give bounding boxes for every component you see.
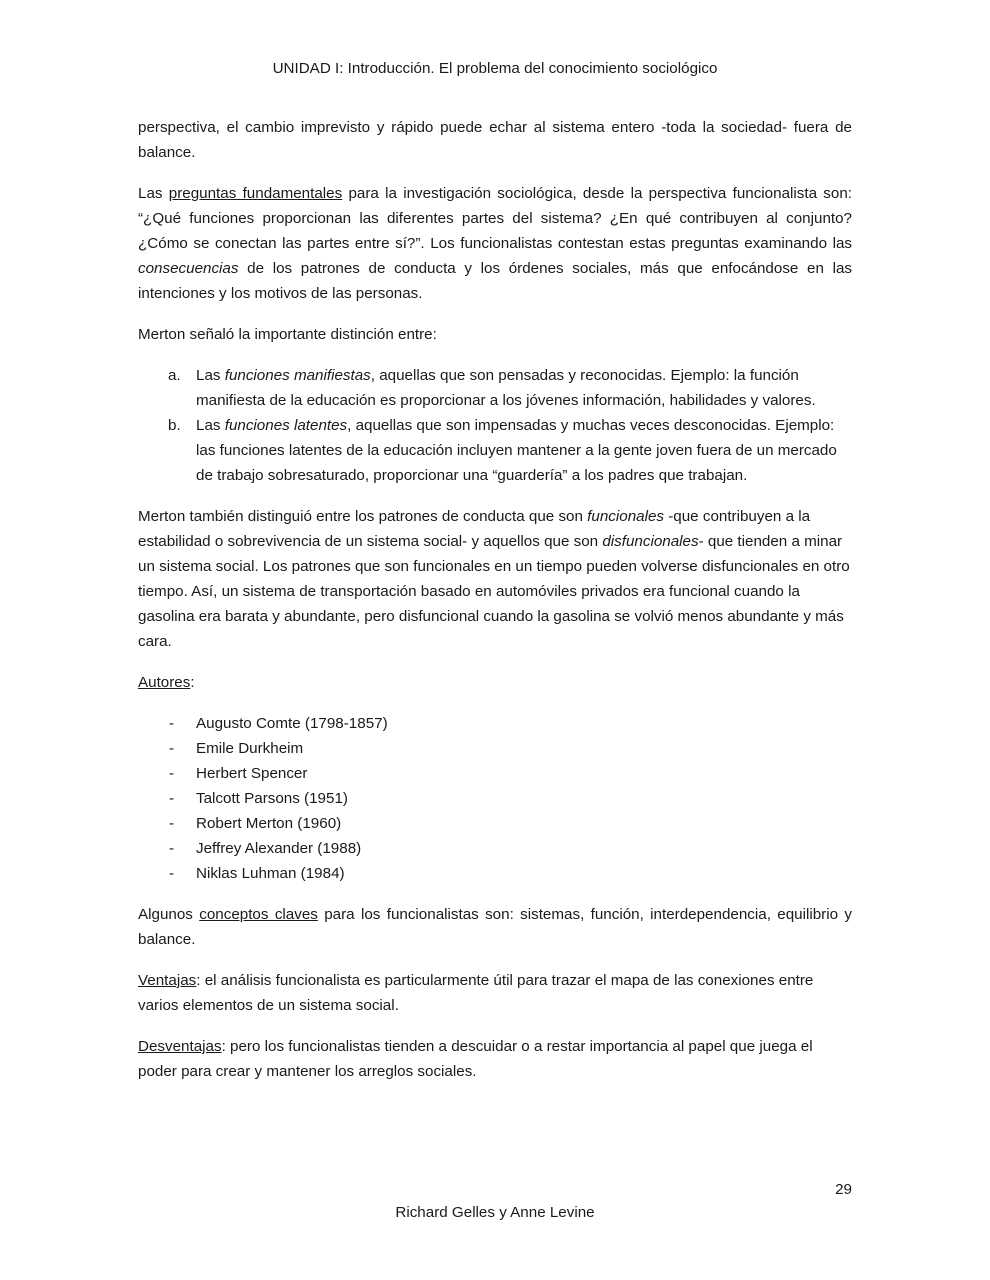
- italic-term: funcionales: [587, 508, 665, 525]
- italic-term: consecuencias: [138, 260, 239, 277]
- paragraph-functional-dysfunctional: Merton también distinguió entre los patrones de conducta que son funcionales -que contribuyen a la estabilidad o sobrevivencia de un sistema social- y aquellos que son disfuncionales- que tienden a minar un sistema social. Los patrones que son funcionales en un tiempo pueden volverse disfuncionales en otro tiempo. Así, un sistema de transportación basado en automóviles privados era funcional cuando la gasolina era barata y abundante, pero disfuncional cuando la gasolina se volvió menos abundante y más cara.: [138, 508, 850, 650]
- list-marker: -: [169, 815, 175, 832]
- list-marker: -: [169, 715, 175, 732]
- underlined-term: Desventajas: [138, 1038, 222, 1055]
- italic-term: disfuncionales: [602, 533, 699, 550]
- list-item: a. Las funciones manifiestas, aquellas que son pensadas y reconocidas. Ejemplo: la función manifiesta de la educación es proporcionar a los jóvenes información, habilidades y valores.: [138, 363, 852, 413]
- list-item: - Niklas Luhman (1984): [138, 861, 852, 886]
- paragraph-merton-intro: Merton señaló la importante distinción entre:: [138, 326, 437, 343]
- page-number: 29: [835, 1181, 852, 1198]
- list-marker: a.: [168, 367, 181, 384]
- functions-list: [138, 363, 852, 488]
- paragraph-fundamental-questions: Las preguntas fundamentales para la investigación sociológica, desde la perspectiva funcionalista son: “¿Qué funciones proporcionan las diferentes partes del sistema? ¿En qué contribuyen al conjunto? ¿Cómo se conectan las partes entre sí?”. Los funcionalistas contestan estas preguntas examinando las consecuencias de los patrones de conducta y los órdenes sociales, más que enfocándose en las intenciones y los motivos de las personas.: [138, 185, 852, 302]
- list-item: - Herbert Spencer: [138, 761, 852, 786]
- italic-term: funciones latentes: [224, 417, 348, 434]
- page-footer: Richard Gelles y Anne Levine: [395, 1204, 595, 1221]
- list-marker: -: [169, 790, 175, 807]
- italic-term: funciones manifiestas: [224, 367, 371, 384]
- authors-list: [138, 711, 852, 886]
- page-header: UNIDAD I: Introducción. El problema del conocimiento sociológico: [272, 60, 718, 77]
- list-item: - Talcott Parsons (1951): [138, 786, 852, 811]
- list-item: - Jeffrey Alexander (1988): [138, 836, 852, 861]
- underlined-term: Ventajas: [138, 972, 197, 989]
- paragraph-advantages: Ventajas: el análisis funcionalista es particularmente útil para trazar el mapa de las conexiones entre varios elementos de un sistema social.: [138, 972, 814, 1014]
- paragraph-continuation: perspectiva, el cambio imprevisto y rápido puede echar al sistema entero -toda la sociedad- fuera de balance.: [138, 119, 852, 161]
- document-body: [138, 115, 852, 1100]
- authors-heading: Autores:: [138, 674, 195, 691]
- list-marker: -: [169, 840, 175, 857]
- paragraph-disadvantages: Desventajas: pero los funcionalistas tienden a descuidar o a restar importancia al papel que juega el poder para crear y mantener los arreglos sociales.: [138, 1038, 813, 1080]
- list-marker: b.: [168, 417, 181, 434]
- list-item: - Robert Merton (1960): [138, 811, 852, 836]
- paragraph-key-concepts: Algunos conceptos claves para los funcionalistas son: sistemas, función, interdependencia, equilibrio y balance.: [138, 906, 852, 948]
- list-item: b. Las funciones latentes, aquellas que son impensadas y muchas veces desconocidas. Ejemplo: las funciones latentes de la educación incluyen mantener a la gente joven fuera de un mercado de trabajo sobresaturado, proporcionar una “guardería” a los padres que trabajan.: [138, 413, 852, 488]
- list-marker: -: [169, 865, 175, 882]
- underlined-term: conceptos claves: [199, 906, 318, 923]
- list-marker: -: [169, 765, 175, 782]
- list-item: - Emile Durkheim: [138, 736, 852, 761]
- list-item: - Augusto Comte (1798-1857): [138, 711, 852, 736]
- underlined-term: preguntas fundamentales: [168, 185, 343, 202]
- list-marker: -: [169, 740, 175, 757]
